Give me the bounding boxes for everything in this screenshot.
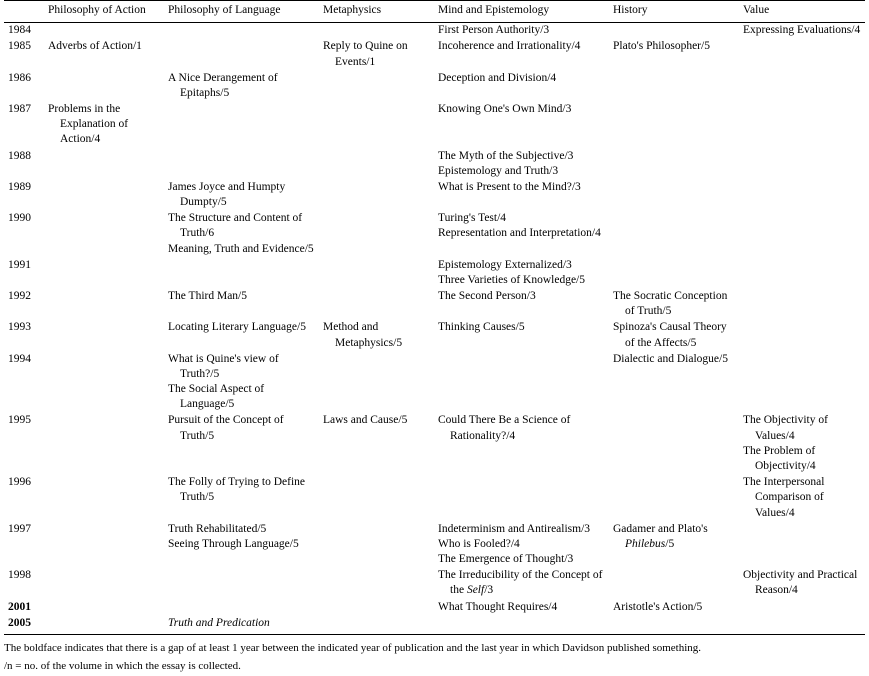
table-row <box>4 320 865 351</box>
cell-philosophy-of-language <box>164 180 319 211</box>
cell-history <box>609 475 739 522</box>
table-header-row <box>4 1 865 23</box>
cell-year: 1993 <box>8 321 31 334</box>
cell-metaphysics <box>319 39 434 70</box>
table-row <box>4 289 865 320</box>
cell-philosophy-of-language <box>164 71 319 102</box>
cell-philosophy-of-action <box>44 475 164 522</box>
publication-entry: A Nice Derangement of Epitaphs/5 <box>168 71 278 99</box>
publication-entry: The Structure and Content of Truth/6 <box>168 212 303 240</box>
cell-mind-and-epistemology <box>434 475 609 522</box>
cell-year: 2001 <box>8 600 31 613</box>
cell-value <box>739 352 865 414</box>
cell-philosophy-of-language <box>164 568 319 599</box>
cell-year: 2005 <box>8 616 31 629</box>
cell-mind-and-epistemology <box>434 600 609 616</box>
publication-entry: Dialectic and Dialogue/5 <box>613 352 728 365</box>
publication-entry: Turing's Test/4 <box>438 212 507 225</box>
publication-entry: The Interpersonal Comparison of Values/4 <box>743 476 825 519</box>
table-body <box>4 23 865 634</box>
cell-history <box>609 522 739 569</box>
cell-metaphysics <box>319 413 434 475</box>
cell-history <box>609 413 739 475</box>
cell-philosophy-of-language <box>164 23 319 40</box>
publication-entry: Representation and Interpretation/4 <box>438 227 601 240</box>
cell-metaphysics <box>319 320 434 351</box>
cell-mind-and-epistemology <box>434 616 609 634</box>
cell-philosophy-of-action <box>44 149 164 180</box>
column-header-history: History <box>609 1 739 23</box>
cell-year: 1996 <box>8 476 31 489</box>
publication-entry: Meaning, Truth and Evidence/5 <box>168 242 314 255</box>
cell-philosophy-of-action <box>44 23 164 40</box>
cell-philosophy-of-action <box>44 180 164 211</box>
cell-year: 1989 <box>8 180 31 193</box>
cell-metaphysics <box>319 568 434 599</box>
cell-year: 1990 <box>8 212 31 225</box>
cell-year: 1988 <box>8 149 31 162</box>
cell-philosophy-of-language <box>164 522 319 569</box>
cell-philosophy-of-language <box>164 39 319 70</box>
column-header-mind-and-epistemology: Mind and Epistemology <box>434 1 609 23</box>
cell-philosophy-of-language <box>164 352 319 414</box>
publication-entry: Deception and Division/4 <box>438 71 557 84</box>
column-header-metaphysics: Metaphysics <box>319 1 434 23</box>
publication-entry: The Third Man/5 <box>168 290 247 303</box>
column-header-value: Value <box>739 1 865 23</box>
publication-entry: Seeing Through Language/5 <box>168 537 299 550</box>
cell-history <box>609 352 739 414</box>
cell-mind-and-epistemology <box>434 352 609 414</box>
cell-metaphysics <box>319 289 434 320</box>
cell-mind-and-epistemology <box>434 320 609 351</box>
cell-year: 1985 <box>8 40 31 53</box>
publication-entry: Incoherence and Irrationality/4 <box>438 40 581 53</box>
publication-entry: Reply to Quine on Events/1 <box>323 40 408 68</box>
cell-metaphysics <box>319 600 434 616</box>
table-row <box>4 39 865 70</box>
column-header-philosophy-of-action: Philosophy of Action <box>44 1 164 23</box>
cell-metaphysics <box>319 102 434 149</box>
cell-value <box>739 616 865 634</box>
publication-entry: Pursuit of the Concept of Truth/5 <box>168 414 284 442</box>
cell-philosophy-of-language <box>164 600 319 616</box>
cell-value <box>739 39 865 70</box>
table-row <box>4 102 865 149</box>
column-header-year <box>4 1 44 23</box>
publication-entry: The Objectivity of Values/4 <box>743 414 828 442</box>
cell-value <box>739 211 865 258</box>
table-row <box>4 352 865 414</box>
table-row <box>4 600 865 616</box>
publication-entry: What is Present to the Mind?/3 <box>438 180 581 193</box>
publication-entry: Locating Literary Language/5 <box>168 321 306 334</box>
cell-philosophy-of-action <box>44 413 164 475</box>
publication-entry: First Person Authority/3 <box>438 24 550 37</box>
cell-metaphysics <box>319 258 434 289</box>
cell-metaphysics <box>319 352 434 414</box>
note-volume-number: /n = no. of the volume in which the essay is collected. <box>4 660 241 673</box>
publication-entry: James Joyce and Humpty Dumpty/5 <box>168 180 286 209</box>
cell-philosophy-of-language <box>164 475 319 522</box>
cell-value <box>739 71 865 102</box>
cell-mind-and-epistemology <box>434 522 609 569</box>
cell-philosophy-of-action <box>44 600 164 616</box>
cell-history <box>609 616 739 634</box>
cell-value <box>739 149 865 180</box>
table-notes <box>4 635 865 676</box>
cell-history <box>609 320 739 351</box>
cell-philosophy-of-language <box>164 102 319 149</box>
cell-metaphysics <box>319 616 434 634</box>
cell-history <box>609 211 739 258</box>
publication-entry: The Myth of the Subjective/3 <box>438 149 574 162</box>
cell-philosophy-of-language <box>164 211 319 258</box>
publication-entry: The Folly of Trying to Define Truth/5 <box>168 476 306 504</box>
cell-philosophy-of-language <box>164 258 319 289</box>
publication-entry: Could There Be a Science of Rationality?/4 <box>438 414 571 442</box>
cell-year: 1991 <box>8 258 31 271</box>
cell-year: 1998 <box>8 569 31 582</box>
column-header-philosophy-of-language: Philosophy of Language <box>164 1 319 23</box>
publication-entry: Laws and Cause/5 <box>323 414 408 427</box>
publication-entry: Epistemology and Truth/3 <box>438 164 559 177</box>
publication-entry: Objectivity and Practical Reason/4 <box>743 569 858 597</box>
cell-history <box>609 180 739 211</box>
table-row <box>4 413 865 475</box>
cell-mind-and-epistemology <box>434 39 609 70</box>
cell-year: 1995 <box>8 414 31 427</box>
publication-entry: Aristotle's Action/5 <box>613 600 703 613</box>
note-boldface: The boldface indicates that there is a gap of at least 1 year between the indicated year of publication and the last year in which Davidson published something. <box>4 641 702 654</box>
cell-history <box>609 258 739 289</box>
table-row <box>4 475 865 522</box>
publication-entry: Three Varieties of Knowledge/5 <box>438 273 586 286</box>
cell-philosophy-of-action <box>44 211 164 258</box>
cell-history <box>609 289 739 320</box>
publication-entry: Epistemology Externalized/3 <box>438 258 572 271</box>
cell-philosophy-of-action <box>44 352 164 414</box>
cell-philosophy-of-action <box>44 102 164 149</box>
cell-metaphysics <box>319 71 434 102</box>
publication-entry: Gadamer and Plato's Philebus/5 <box>613 522 708 550</box>
cell-value <box>739 475 865 522</box>
cell-year: 1997 <box>8 522 31 535</box>
cell-philosophy-of-action <box>44 522 164 569</box>
publication-entry: The Irreducibility of the Concept of the Self/3 <box>438 569 603 597</box>
publication-entry: Indeterminism and Antirealism/3 <box>438 522 591 535</box>
cell-mind-and-epistemology <box>434 289 609 320</box>
cell-value <box>739 413 865 475</box>
cell-value <box>739 568 865 599</box>
cell-history <box>609 39 739 70</box>
cell-mind-and-epistemology <box>434 568 609 599</box>
davidson-publications-table <box>4 0 865 634</box>
publication-entry: Truth Rehabilitated/5 <box>168 522 267 535</box>
cell-philosophy-of-language <box>164 413 319 475</box>
cell-year: 1994 <box>8 352 31 365</box>
table-row <box>4 23 865 40</box>
publication-entry: Thinking Causes/5 <box>438 321 525 334</box>
cell-mind-and-epistemology <box>434 71 609 102</box>
cell-metaphysics <box>319 23 434 40</box>
publication-entry: The Social Aspect of Language/5 <box>168 383 265 411</box>
cell-year: 1987 <box>8 103 31 116</box>
cell-philosophy-of-language <box>164 149 319 180</box>
cell-value <box>739 522 865 569</box>
publication-entry: What is Quine's view of Truth?/5 <box>168 352 279 380</box>
cell-value <box>739 180 865 211</box>
publication-entry: What Thought Requires/4 <box>438 600 558 613</box>
cell-history <box>609 149 739 180</box>
cell-history <box>609 23 739 40</box>
publication-entry: Adverbs of Action/1 <box>48 40 142 53</box>
cell-mind-and-epistemology <box>434 23 609 40</box>
table-row <box>4 568 865 599</box>
table-header <box>4 1 865 23</box>
publication-entry: Problems in the Explanation of Action/4 <box>48 103 129 146</box>
cell-philosophy-of-action <box>44 39 164 70</box>
table-row <box>4 522 865 569</box>
cell-philosophy-of-action <box>44 320 164 351</box>
publication-entry: Method and Metaphysics/5 <box>323 321 403 349</box>
cell-year: 1984 <box>8 24 31 37</box>
cell-value <box>739 258 865 289</box>
cell-value <box>739 23 865 40</box>
cell-metaphysics <box>319 475 434 522</box>
cell-year: 1992 <box>8 290 31 303</box>
cell-philosophy-of-language <box>164 289 319 320</box>
cell-mind-and-epistemology <box>434 211 609 258</box>
cell-history <box>609 71 739 102</box>
publication-entry: Expressing Evaluations/4 <box>743 24 861 37</box>
table-row <box>4 71 865 102</box>
cell-metaphysics <box>319 211 434 258</box>
table-row <box>4 180 865 211</box>
publication-entry: The Socratic Conception of Truth/5 <box>613 290 728 318</box>
cell-philosophy-of-action <box>44 568 164 599</box>
cell-philosophy-of-action <box>44 71 164 102</box>
publication-entry: Who is Fooled?/4 <box>438 537 520 550</box>
cell-metaphysics <box>319 180 434 211</box>
cell-history <box>609 600 739 616</box>
cell-value <box>739 289 865 320</box>
cell-mind-and-epistemology <box>434 413 609 475</box>
cell-philosophy-of-action <box>44 616 164 634</box>
cell-value <box>739 600 865 616</box>
table-row <box>4 149 865 180</box>
publication-entry: Truth and Predication <box>168 616 270 629</box>
cell-value <box>739 102 865 149</box>
cell-philosophy-of-action <box>44 258 164 289</box>
cell-history <box>609 568 739 599</box>
cell-year: 1986 <box>8 71 31 84</box>
cell-value <box>739 320 865 351</box>
publication-entry: Plato's Philosopher/5 <box>613 40 710 53</box>
cell-mind-and-epistemology <box>434 258 609 289</box>
cell-metaphysics <box>319 522 434 569</box>
cell-philosophy-of-action <box>44 289 164 320</box>
publication-entry: The Second Person/3 <box>438 290 536 303</box>
cell-philosophy-of-language <box>164 320 319 351</box>
cell-metaphysics <box>319 149 434 180</box>
publication-entry: Spinoza's Causal Theory of the Affects/5 <box>613 321 727 349</box>
cell-philosophy-of-language <box>164 616 319 634</box>
publication-entry: The Problem of Objectivity/4 <box>743 444 816 472</box>
table-row <box>4 616 865 634</box>
cell-mind-and-epistemology <box>434 102 609 149</box>
cell-mind-and-epistemology <box>434 180 609 211</box>
publication-entry: Knowing One's Own Mind/3 <box>438 103 572 116</box>
table-row <box>4 258 865 289</box>
cell-history <box>609 102 739 149</box>
table-row <box>4 211 865 258</box>
cell-mind-and-epistemology <box>434 149 609 180</box>
publication-entry: The Emergence of Thought/3 <box>438 553 574 566</box>
